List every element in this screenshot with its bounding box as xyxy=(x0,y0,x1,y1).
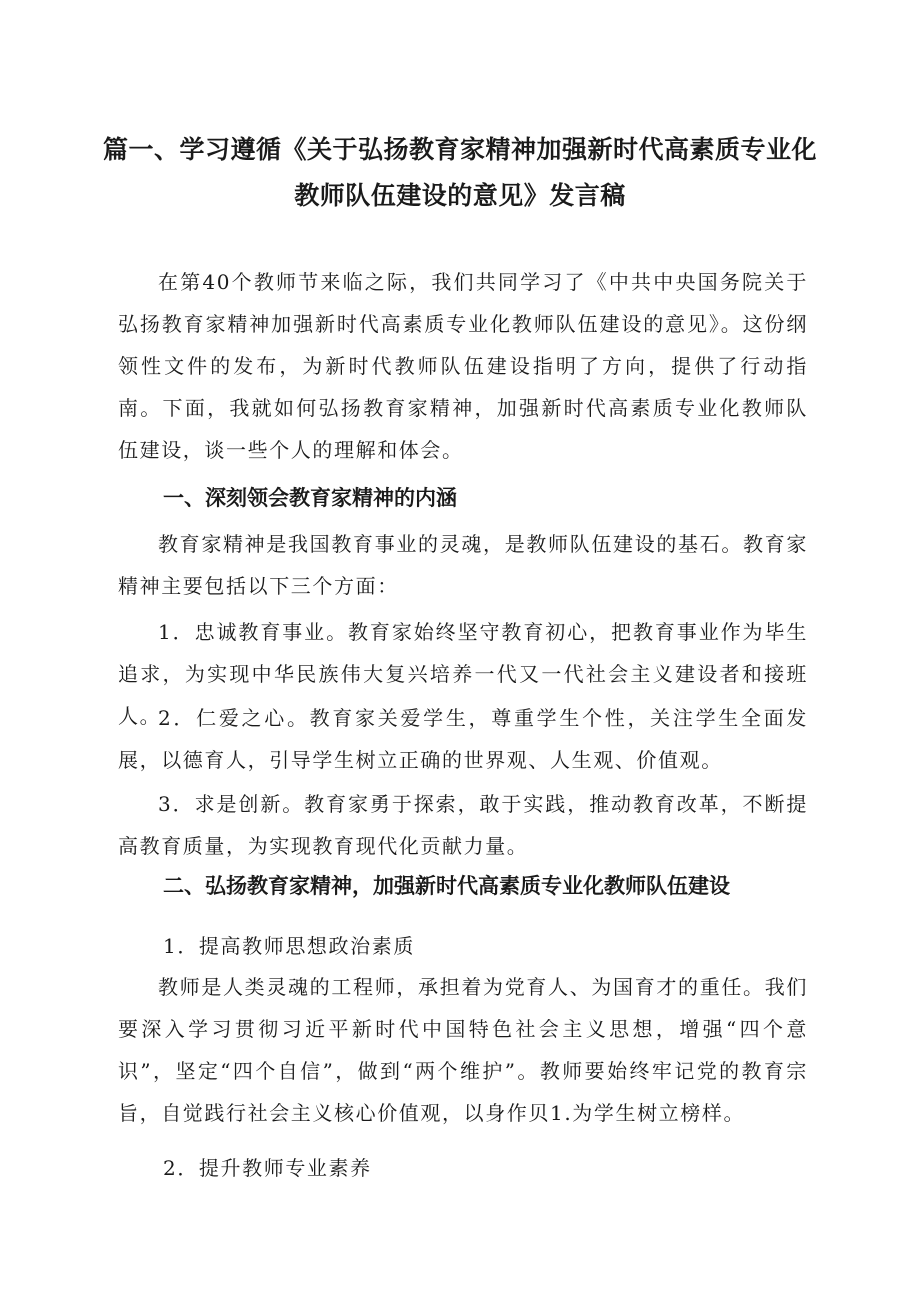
section-1-item-3: 3．求是创新。教育家勇于探索，敢于实践，推动教育改革，不断提高教育质量，为实现教育现代化贡献力量。 xyxy=(118,792,808,858)
section-1-item-2: 2．仁爱之心。教育家关爱学生，尊重学生个性，关注学生全面发展，以德育人，引导学生树立正确的世界观、人生观、价值观。 xyxy=(118,706,808,772)
section-2-paragraph-1: 教师是人类灵魂的工程师，承担着为党育人、为国育才的重任。我们要深入学习贯彻习近平新时代中国特色社会主义思想，增强“四个意识”，坚定“四个自信”，做到“两个维护”。教师要始终牢记党的教育宗旨，自觉践行社会主义核心价值观，以身作贝1.为学生树立榜样。 xyxy=(118,975,808,1125)
document-title-line-1: 篇一、学习遵循《关于弘扬教育家精神加强新时代高素质专业化 xyxy=(102,135,817,164)
section-2-heading: 二、弘扬教育家精神，加强新时代高素质专业化教师队伍建设 xyxy=(163,874,730,898)
section-1-heading: 一、深刻领会教育家精神的内涵 xyxy=(163,486,457,510)
section-1-item-1: 1．忠诚教育事业。教育家始终坚守教育初心，把教育事业作为毕生追求，为实现中华民族伟大复兴培养一代又一代社会主义建设者和接班人。 xyxy=(118,620,808,728)
section-2-subheading-1: 1．提高教师思想政治素质 xyxy=(163,934,415,958)
section-2-subheading-2: 2．提升教师专业素养 xyxy=(163,1156,372,1180)
section-1-paragraph: 教育家精神是我国教育事业的灵魂，是教师队伍建设的基石。教育家精神主要包括以下三个方面： xyxy=(118,532,808,598)
document-title-line-2: 教师队伍建设的意见》发言稿 xyxy=(294,181,626,210)
intro-paragraph: 在第40个教师节来临之际，我们共同学习了《中共中央国务院关于弘扬教育家精神加强新时代高素质专业化教师队伍建设的意见》。这份纲领性文件的发布，为新时代教师队伍建设指明了方向，提供了行动指南。下面，我就如何弘扬教育家精神，加强新时代高素质专业化教师队伍建设，谈一些个人的理解和体会。 xyxy=(118,270,808,462)
